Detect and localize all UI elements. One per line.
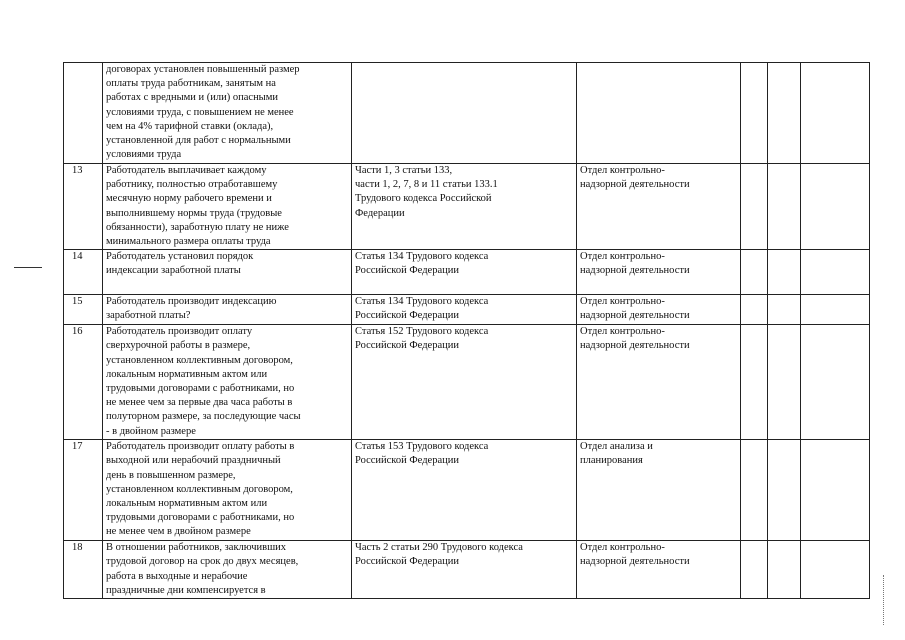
department-text: Отдел анализа и планирования (577, 440, 741, 541)
answer-no-cell (768, 295, 801, 325)
answer-no-cell (768, 164, 801, 250)
legal-act-text: Статья 152 Трудового кодекса Российской Федерации (352, 325, 577, 440)
note-cell (801, 250, 870, 295)
requirement-text: Работодатель производит оплату сверхурочной работы в размере, установленном коллективным договором, локальным нормативным актом или трудовыми договорами с работниками, но не менее чем за первые два часа работы в полуторном размере, за последующие часы - в двойном размере (103, 325, 352, 440)
department-text: Отдел контрольно- надзорной деятельности (577, 325, 741, 440)
answer-yes-cell (741, 295, 768, 325)
requirement-text: Работодатель установил порядок индексации заработной платы (103, 250, 352, 295)
note-cell (801, 440, 870, 541)
requirement-text: Работодатель производит индексацию заработной платы? (103, 295, 352, 325)
legal-act-text (352, 63, 577, 164)
row-number (64, 63, 103, 164)
table-row (64, 63, 870, 164)
answer-no-cell (768, 541, 801, 599)
table-row (64, 440, 870, 541)
note-cell (801, 325, 870, 440)
note-cell (801, 63, 870, 164)
requirement-text: Работодатель выплачивает каждому работнику, полностью отработавшему месячную норму рабочего времени и выполнившему нормы труда (трудовые обязанности), заработную плату не ниже минимального размера оплаты труда (103, 164, 352, 250)
row-number: 17 (64, 440, 103, 541)
checklist-table (63, 62, 870, 599)
answer-no-cell (768, 440, 801, 541)
requirement-text: договорах установлен повышенный размер оплаты труда работникам, занятым на работах с вредными и (или) опасными условиями труда, с повышением не менее чем на 4% тарифной ставки (оклада), установленной для работ с нормальными условиями труда (103, 63, 352, 164)
answer-yes-cell (741, 63, 768, 164)
department-text: Отдел контрольно- надзорной деятельности (577, 541, 741, 599)
legal-act-text: Часть 2 статьи 290 Трудового кодекса Российской Федерации (352, 541, 577, 599)
note-cell (801, 164, 870, 250)
department-text (577, 63, 741, 164)
table-row (64, 325, 870, 440)
legal-act-text: Статья 134 Трудового кодекса Российской Федерации (352, 295, 577, 325)
requirement-text: В отношении работников, заключивших трудовой договор на срок до двух месяцев, работа в выходные и нерабочие праздничные дни компенсируется в (103, 541, 352, 599)
row-number: 15 (64, 295, 103, 325)
document-page (63, 62, 869, 599)
answer-yes-cell (741, 164, 768, 250)
answer-no-cell (768, 250, 801, 295)
note-cell (801, 541, 870, 599)
requirement-text: Работодатель производит оплату работы в выходной или нерабочий праздничный день в повышенном размере, установленном коллективным договором, локальным нормативным актом или трудовыми договорами с работниками, но не менее чем в двойном размере (103, 440, 352, 541)
margin-mark (14, 267, 42, 268)
row-number: 13 (64, 164, 103, 250)
answer-yes-cell (741, 440, 768, 541)
note-cell (801, 295, 870, 325)
table-row (64, 250, 870, 295)
table-row (64, 164, 870, 250)
department-text: Отдел контрольно- надзорной деятельности (577, 164, 741, 250)
legal-act-text: Статья 134 Трудового кодекса Российской Федерации (352, 250, 577, 295)
table-row (64, 541, 870, 599)
answer-yes-cell (741, 325, 768, 440)
department-text: Отдел контрольно- надзорной деятельности (577, 295, 741, 325)
legal-act-text: Части 1, 3 статьи 133, части 1, 2, 7, 8 и 11 статьи 133.1 Трудового кодекса Российской Федерации (352, 164, 577, 250)
row-number: 18 (64, 541, 103, 599)
table-row (64, 295, 870, 325)
answer-yes-cell (741, 541, 768, 599)
legal-act-text: Статья 153 Трудового кодекса Российской Федерации (352, 440, 577, 541)
answer-no-cell (768, 325, 801, 440)
answer-no-cell (768, 63, 801, 164)
row-number: 14 (64, 250, 103, 295)
department-text: Отдел контрольно- надзорной деятельности (577, 250, 741, 295)
answer-yes-cell (741, 250, 768, 295)
edge-mark (883, 575, 886, 625)
row-number: 16 (64, 325, 103, 440)
